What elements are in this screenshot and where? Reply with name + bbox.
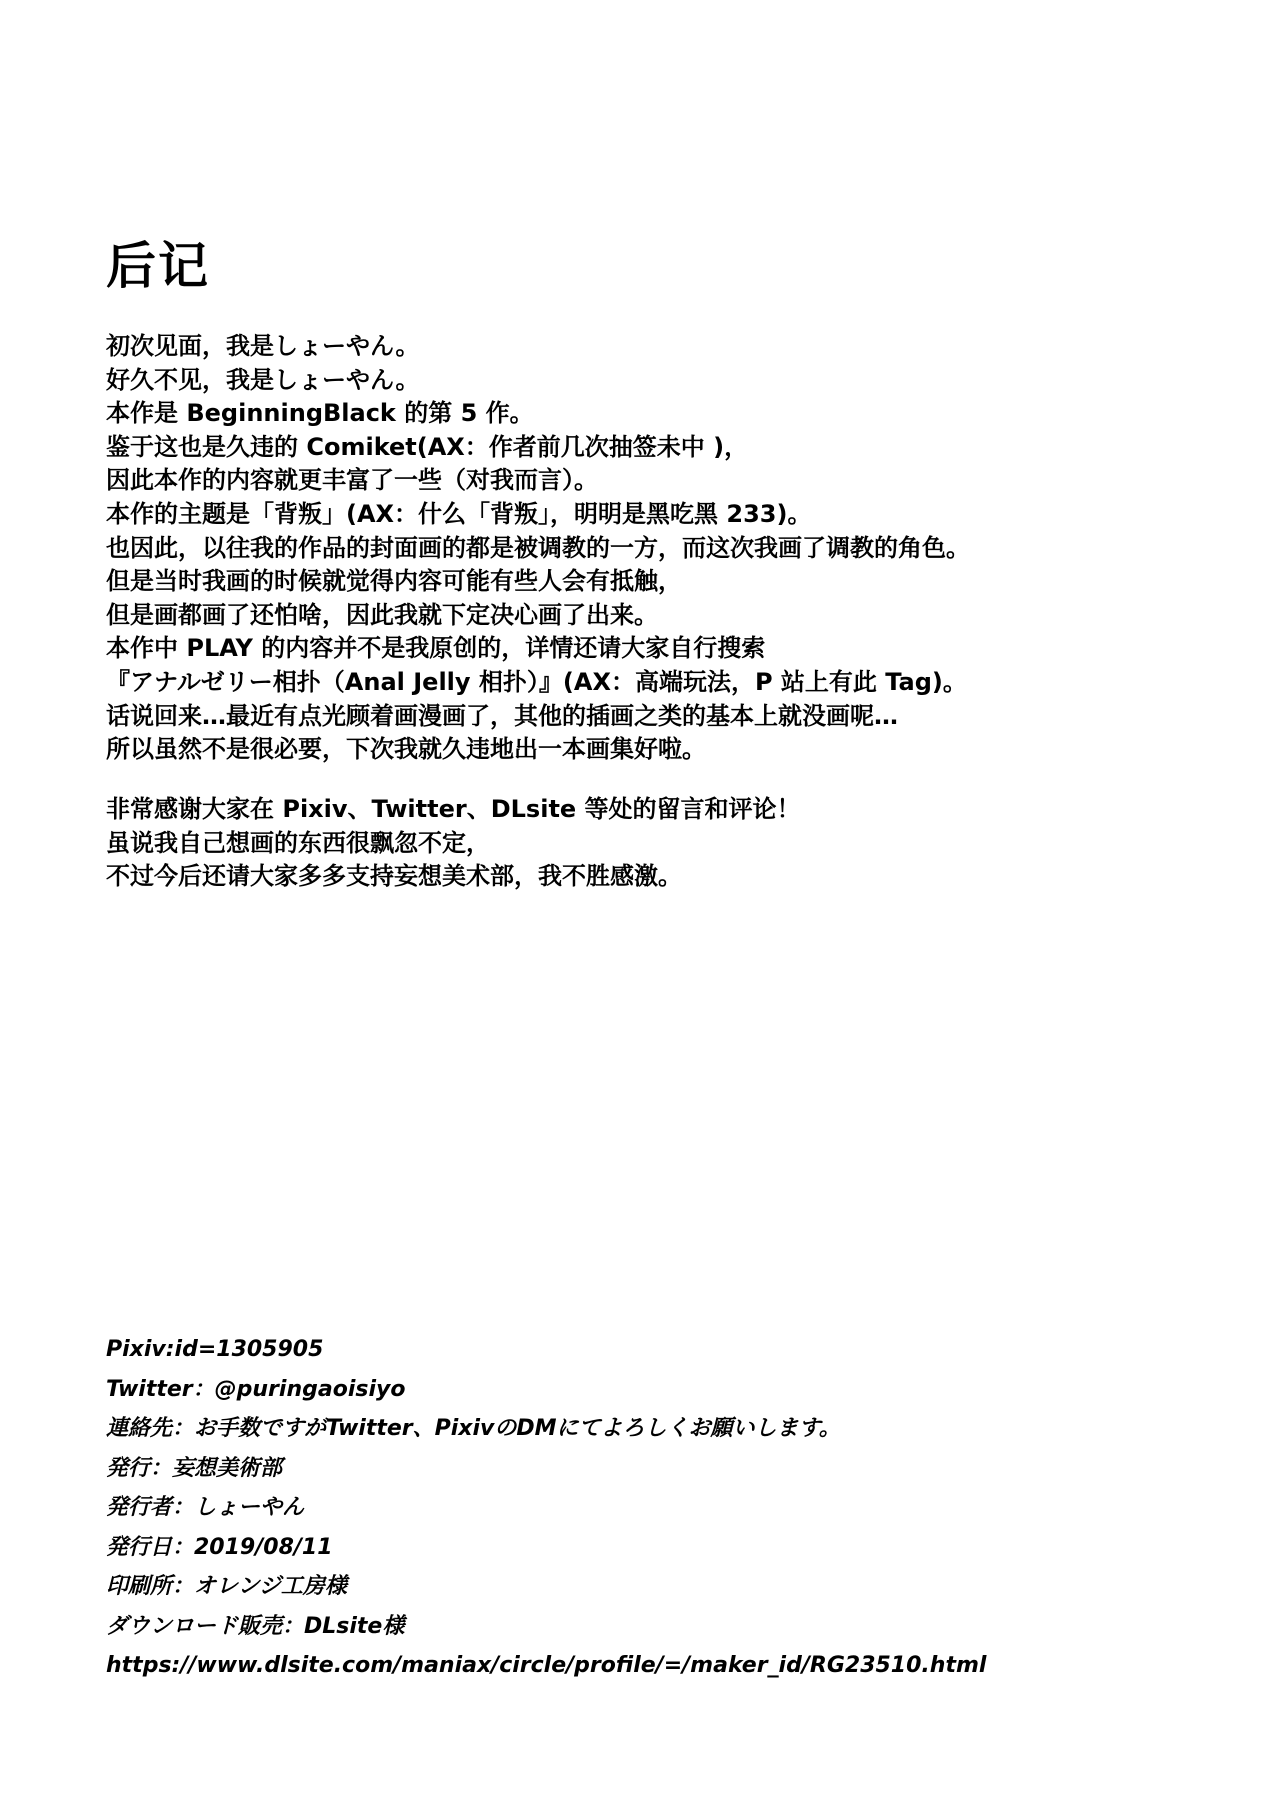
- colophon-pixiv-id: Pixiv:id=1305905: [106, 1337, 324, 1362]
- colophon-twitter: Twitter：@puringaoisiyo: [106, 1376, 406, 1402]
- text-line: 本作中 PLAY 的内容并不是我原创的，详情还请大家自行搜索: [106, 634, 766, 663]
- text-line: 好久不见，我是しょーやん。: [106, 365, 420, 394]
- colophon-download-sales: ダウンロード販売：DLsite様: [106, 1613, 405, 1639]
- colophon-date: 発行日：2019/08/11: [106, 1534, 333, 1560]
- text-line: 初次见面，我是しょーやん。: [106, 332, 420, 360]
- colophon-contact: 連絡先：お手数ですがTwitter、PixivのDMにてよろしくお願いします。: [106, 1416, 841, 1441]
- colophon: [106, 1330, 1236, 1686]
- text-line: 但是当时我画的时候就觉得内容可能有些人会有抵触，: [106, 567, 682, 596]
- text-line: 虽说我自己想画的东西很飘忽不定，: [106, 828, 490, 857]
- text-line: 但是画都画了还怕啥，因此我就下定决心画了出来。: [106, 600, 658, 629]
- text-line: 所以虽然不是很必要，下次我就久违地出一本画集好啦。: [106, 735, 706, 764]
- colophon-publisher: 発行：妄想美術部: [106, 1455, 283, 1481]
- colophon-author: 発行者：しょーやん: [106, 1495, 305, 1520]
- text-line: 不过今后还请大家多多支持妄想美术部，我不胜感激。: [106, 862, 682, 891]
- afterword-paragraph-1: [106, 330, 1236, 767]
- text-line: 本作是 BeginningBlack 的第 5 作。: [106, 399, 534, 428]
- text-line: 本作的主题是「背叛」(AX：什么「背叛」，明明是黑吃黑 233)。: [106, 499, 812, 528]
- text-line: 因此本作的内容就更丰富了一些（对我而言）。: [106, 466, 598, 495]
- colophon-printer: 印刷所：オレンジ工房様: [106, 1574, 347, 1599]
- text-line: 话说回来…最近有点光顾着画漫画了，其他的插画之类的基本上就没画呢…: [106, 701, 898, 730]
- afterword-paragraph-2: [106, 793, 1236, 894]
- text-line: 『アナルゼリー相扑（Anal Jelly 相扑）』(AX：高端玩法，P 站上有此 Tag)。: [106, 667, 967, 696]
- text-line: 鉴于这也是久违的 Comiket(AX：作者前几次抽签未中 )，: [106, 432, 749, 461]
- text-line: 非常感谢大家在 Pixiv、Twitter、DLsite 等处的留言和评论！: [106, 795, 801, 823]
- colophon-url: https://www.dlsite.com/maniax/circle/profile/=/maker_id/RG23510.html: [106, 1653, 987, 1678]
- afterword-title: 后记: [106, 237, 210, 295]
- text-line: 也因此，以往我的作品的封面画的都是被调教的一方，而这次我画了调教的角色。: [106, 533, 970, 562]
